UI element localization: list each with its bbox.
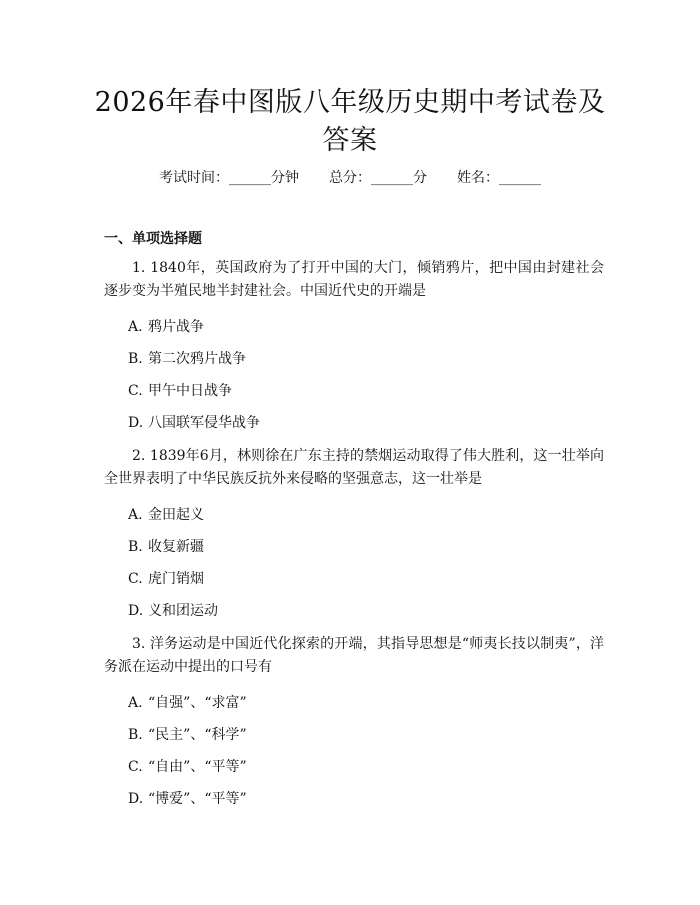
option-letter: D. (128, 791, 144, 807)
option-text: 甲午中日战争 (148, 383, 232, 399)
option-d (104, 789, 604, 809)
option-b (104, 725, 604, 745)
option-d (104, 601, 604, 621)
exam-info-line (0, 168, 700, 188)
option-text: 八国联军侵华战争 (148, 415, 260, 431)
section-title: 一、单项选择题 (104, 231, 202, 247)
option-text: 鸦片战争 (148, 319, 204, 335)
score-label: 总分： (329, 170, 371, 186)
option-letter: B. (128, 727, 143, 743)
option-letter: A. (128, 507, 143, 523)
option-letter: B. (128, 351, 143, 367)
time-blank: ______ (229, 170, 271, 186)
option-text: “自由”、“平等” (148, 759, 247, 775)
option-letter: A. (128, 695, 143, 711)
question-text: 3. 洋务运动是中国近代化探索的开端，其指导思想是“师夷长技以制夷”，洋务派在运动中提出的口号有 (104, 636, 604, 675)
option-d (104, 413, 604, 433)
option-letter: C. (128, 383, 143, 399)
option-a (104, 505, 604, 525)
question-2 (104, 445, 604, 621)
question-3 (104, 633, 604, 809)
option-text: “博爱”、“平等” (148, 791, 247, 807)
option-c (104, 381, 604, 401)
option-letter: D. (128, 415, 144, 431)
time-label: 考试时间： (159, 170, 229, 186)
time-unit: 分钟 (271, 170, 299, 186)
option-text: “自强”、“求富” (148, 695, 247, 711)
question-1 (104, 257, 604, 433)
option-c (104, 757, 604, 777)
option-text: 义和团运动 (148, 603, 218, 619)
question-text: 2. 1839年6月，林则徐在广东主持的禁烟运动取得了伟大胜利，这一壮举向全世界表明了中华民族反抗外来侵略的坚强意志，这一壮举是 (104, 448, 604, 487)
option-letter: C. (128, 571, 143, 587)
question-text: 1. 1840年，英国政府为了打开中国的大门，倾销鸦片，把中国由封建社会逐步变为半殖民地半封建社会。中国近代史的开端是 (104, 260, 604, 299)
option-text: 第二次鸦片战争 (148, 351, 246, 367)
option-a (104, 317, 604, 337)
name-label: 姓名： (457, 170, 499, 186)
option-b (104, 537, 604, 557)
option-text: 收复新疆 (148, 539, 204, 555)
option-text: 虎门销烟 (148, 571, 204, 587)
option-letter: B. (128, 539, 143, 555)
option-b (104, 349, 604, 369)
option-letter: C. (128, 759, 143, 775)
option-letter: A. (128, 319, 143, 335)
name-blank: ______ (499, 170, 541, 186)
option-letter: D. (128, 603, 144, 619)
document-title: 2026年春中图版八年级历史期中考试卷及答案 (94, 87, 606, 156)
score-blank: ______ (371, 170, 413, 186)
option-a (104, 693, 604, 713)
option-text: “民主”、“科学” (148, 727, 247, 743)
score-unit: 分 (413, 170, 427, 186)
option-c (104, 569, 604, 589)
option-text: 金田起义 (148, 507, 204, 523)
question-list (104, 257, 604, 821)
